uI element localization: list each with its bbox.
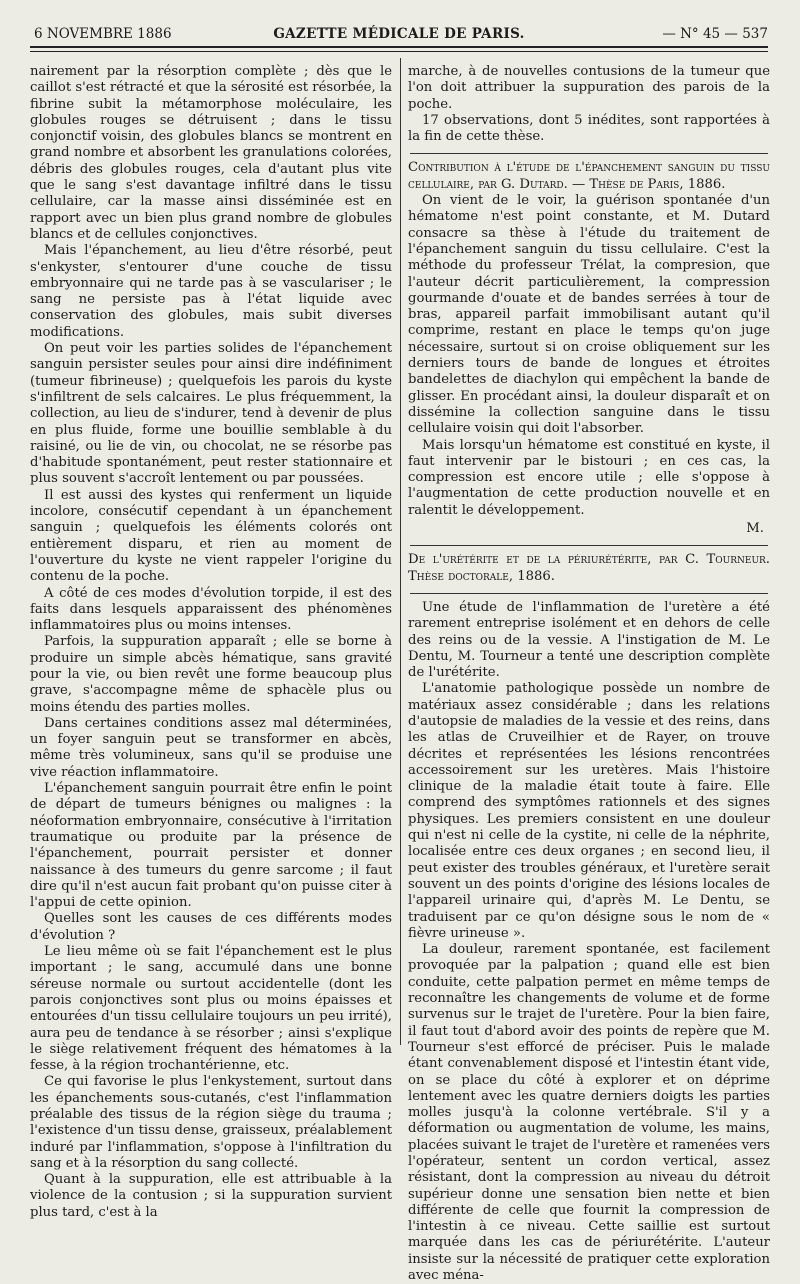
right-column xyxy=(408,64,770,1284)
header-rule-thin xyxy=(30,51,768,52)
article-title: Contribution à l'étude de l'épanchement sanguin du tissu cellulaire, par G. Dutard. — Thèse de Paris, 1886. xyxy=(408,160,770,192)
left-column xyxy=(30,64,392,1220)
journal-title: GAZETTE MÉDICALE DE PARIS. xyxy=(273,26,525,42)
paragraph: L'épanchement sanguin pourrait être enfin le point de départ de tumeurs bénignes ou malignes : la néoformation embryonnaire, consécutive à l'irritation traumatique ou produite par la présence de l'épanchement, pourrait persister et donner naissance à des tumeurs du genre sarcome ; il faut dire qu'il n'est aucun fait probant qu'on puisse citer à l'appui de cette opinion. xyxy=(30,781,392,911)
paragraph: Le lieu même où se fait l'épanchement est le plus important ; le sang, accumulé dans une bonne séreuse normale ou surtout accidentelle (dont les parois conjonctives sont plus ou moins épaisses et entourées d'un tissu cellulaire toujours un peu irrité), aura peu de tendance à se résorber ; ainsi s'explique le siège relativement fréquent des hématomes à la fesse, à la région trochantérienne, etc. xyxy=(30,944,392,1074)
section-divider xyxy=(410,545,768,546)
paragraph: nairement par la résorption complète ; dès que le caillot s'est rétracté et que la sérosité est résorbée, la fibrine subit la métamorphose moléculaire, les globules rouges se détruisent ; dans le tissu conjonctif voisin, des globules blancs se montrent en grand nombre et absorbent les granulations colorées, débris des globules rouges, cela d'autant plus vite que le sang s'est davantage infiltré dans le tissu cellulaire, car la masse ainsi disséminée est en rapport avec un bien plus grand nombre de globules blancs et de cellules conjonctives. xyxy=(30,64,392,242)
paragraph: Quant à la suppuration, elle est attribuable à la violence de la contusion ; si la suppuration survient plus tard, c'est à la xyxy=(30,1172,392,1220)
header-date: 6 NOVEMBRE 1886 xyxy=(34,26,172,42)
paragraph: La douleur, rarement spontanée, est facilement provoquée par la palpation ; quand elle est bien conduite, cette palpation permet en même temps de reconnaître les changements de volume et de forme survenus sur le trajet de l'uretère. Pour la bien faire, il faut tout d'abord avoir des points de repère que M. Tourneur s'est efforcé de préciser. Puis le malade étant convenablement disposé et l'intestin étant vide, on se place du côté à explorer et on déprime lentement avec les quatre derniers doigts les parties molles jusqu'à la colonne vertébrale. S'il y a déformation ou augmentation de volume, les mains, placées suivant le trajet de l'uretère et ramenées vers l'opérateur, sentent un cordon vertical, assez résistant, dont la compression au niveau du détroit supérieur donne une sensation bien nette et bien différente de celle que fournit la compression de l'intestin à ce niveau. Cette saillie est surtout marquée dans les cas de périurétérite. L'auteur insiste sur la nécessité de pratiquer cette exploration avec ména- xyxy=(408,942,770,1284)
paragraph: Parfois, la suppuration apparaît ; elle se borne à produire un simple abcès hématique, sans gravité pour la vie, ou bien revêt une forme beaucoup plus grave, s'accompagne même de sphacèle plus ou moins étendu des parties molles. xyxy=(30,634,392,715)
paragraph: On peut voir les parties solides de l'épanchement sanguin persister seules pour ainsi dire indéfiniment (tumeur fibrineuse) ; quelquefois les parois du kyste s'infiltrent de sels calcaires. Le plus fréquemment, la collection, au lieu de s'indurer, tend à devenir de plus en plus fluide, forme une bouillie semblable à du raisiné, ou lie de vin, ou chocolat, ne se résorbe pas d'habitude spontanément, peut rester stationnaire et plus souvent s'accroît lentement ou par poussées. xyxy=(30,341,392,487)
article-title: De l'urétérite et de la périurétérite, par C. Tourneur. Thèse doctorale, 1886. xyxy=(408,552,770,584)
paragraph: On vient de le voir, la guérison spontanée d'un hématome n'est point constante, et M. Dutard consacre sa thèse à l'étude du traitement de l'épanchement sanguin du tissu cellulaire. C'est la méthode du professeur Trélat, la compresion, que l'auteur décrit particulièrement, la compression gourmande d'ouate et de bandes serrées à tour de bras, appareil parfait immobilisant autant qu'il comprime, restant en place le temps qu'on juge nécessaire, surtout si on croise obliquement sur les derniers tours de bande de longues et étroites bandelettes de diachylon qui empêchent la bande de glisser. En procédant ainsi, la douleur disparaît et on dissémine la collection sanguine dans le tissu cellulaire voisin qui doit l'absorber. xyxy=(408,193,770,437)
paragraph: Une étude de l'inflammation de l'uretère a été rarement entreprise isolément et en dehors de celle des reins ou de la vessie. A l'instigation de M. Le Dentu, M. Tourneur a tenté une description complète de l'urétérite. xyxy=(408,599,770,681)
paragraph: L'anatomie pathologique possède un nombre de matériaux assez considérable ; dans les relations d'autopsie de maladies de la vessie et des reins, dans les atlas de Cruveilhier et de Rayer, on trouve décrites et représentées les lésions rencontrées accessoirement sur les uretères. Mais l'histoire clinique de la maladie était toute à faire. Elle comprend des symptômes rationnels et des signes physiques. Les premiers consistent en une douleur qui n'est ni celle de la cystite, ni celle de la néphrite, localisée entre ces deux organes ; en second lieu, il peut exister des troubles généraux, et l'uretère serait souvent un des points d'origine des lésions locales de l'appareil urinaire qui, d'après M. Le Dentu, se traduisent par ce qu'on désigne sous le nom de « fièvre urineuse ». xyxy=(408,681,770,941)
header-rule xyxy=(30,46,768,48)
paragraph: Il est aussi des kystes qui renferment un liquide incolore, consécutif cependant à un épanchement sanguin ; quelquefois les éléments colorés ont entièrement disparu, et rien au moment de l'ouverture du kyste ne vient rappeler l'origine du contenu de la poche. xyxy=(30,487,392,585)
section-divider xyxy=(410,153,768,154)
page-header xyxy=(30,16,768,44)
paragraph: Ce qui favorise le plus l'enkystement, surtout dans les épanchements sous-cutanés, c'est l'inflammation préalable des tissus de la région siège du trauma ; l'existence d'un tissu dense, graisseux, préalablement induré par l'inflammation, s'oppose à l'infiltration du sang et à la résorption du sang collecté. xyxy=(30,1074,392,1171)
section-divider xyxy=(410,593,768,594)
paragraph: Dans certaines conditions assez mal déterminées, un foyer sanguin peut se transformer en abcès, même très volumineux, sans qu'il se produise une vive réaction inflammatoire. xyxy=(30,715,392,780)
issue-page-number: — N° 45 — 537 xyxy=(662,26,768,42)
paragraph: A côté de ces modes d'évolution torpide, il est des faits dans lesquels apparaissent des phénomènes inflammatoires plus ou moins intenses. xyxy=(30,585,392,634)
column-separator xyxy=(400,58,401,1045)
paragraph: marche, à de nouvelles contusions de la tumeur que l'on doit attribuer la suppuration des parois de la poche. xyxy=(408,64,770,112)
paragraph: Mais l'épanchement, au lieu d'être résorbé, peut s'enkyster, s'entourer d'une couche de tissu embryonnaire qui ne tarde pas à se vasculariser ; le sang ne persiste pas à l'état liquide avec conservation des globules, mais subit diverses modifications. xyxy=(30,243,392,340)
author-signature: M. xyxy=(746,521,764,537)
paragraph: Mais lorsqu'un hématome est constitué en kyste, il faut intervenir par le bistouri ; en ces cas, la compression est encore utile ; elle s'oppose à l'augmentation de cette production nouvelle et en ralentit le développement. xyxy=(408,437,770,518)
paragraph: Quelles sont les causes de ces différents modes d'évolution ? xyxy=(30,911,392,943)
paragraph: 17 observations, dont 5 inédites, sont rapportées à la fin de cette thèse. xyxy=(408,112,770,145)
